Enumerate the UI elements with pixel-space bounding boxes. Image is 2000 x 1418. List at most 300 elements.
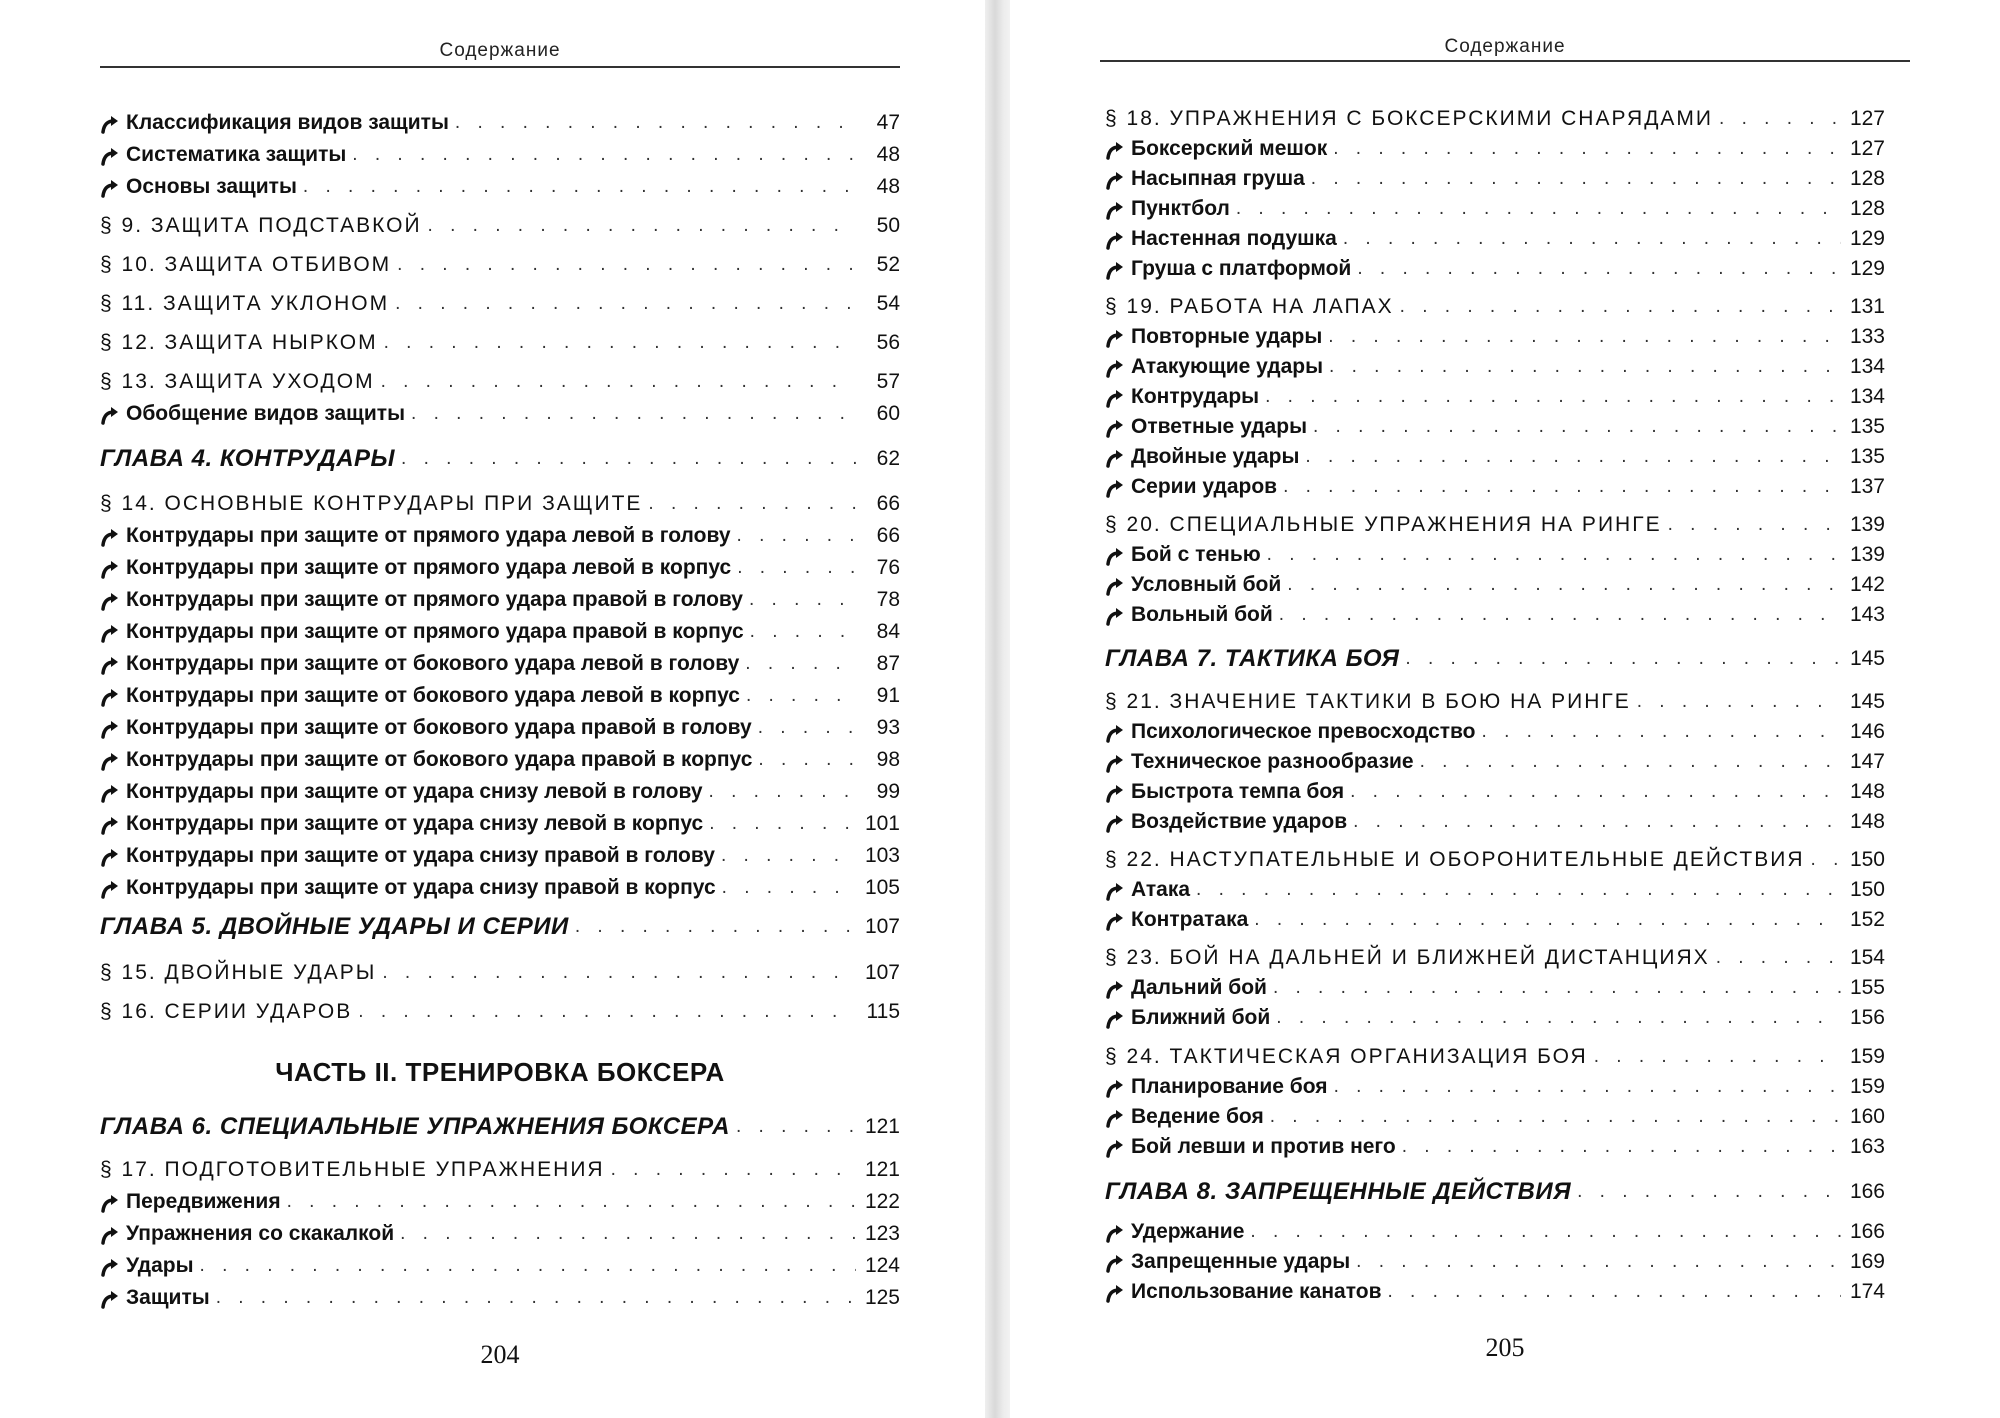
toc-entry-title: Контрудары при защите от удара снизу левой в корпус [126, 812, 704, 835]
toc-entry-title: Систематика защиты [126, 143, 347, 166]
part-title: ЧАСТЬ II. ТРЕНИРОВКА БОКСЕРА [275, 1057, 725, 1087]
toc-page-number: 137 [1849, 475, 1885, 498]
dot-leader [1273, 975, 1841, 1001]
curved-arrow-icon [1105, 546, 1125, 566]
dot-leader [397, 252, 856, 278]
toc-entry-title: § 11. ЗАЩИТА УКЛОНОМ [100, 292, 390, 315]
toc-page-number: 48 [876, 143, 900, 166]
dot-leader [358, 999, 856, 1025]
toc-entry-title: Бой левши и против него [1131, 1135, 1396, 1158]
dot-leader [384, 330, 856, 356]
toc-entry-title: ГЛАВА 4. КОНТРУДАРЫ [100, 445, 396, 472]
toc-page-number: 127 [1849, 107, 1885, 130]
toc-subitem[interactable] [100, 1249, 900, 1279]
curved-arrow-icon [1105, 260, 1125, 280]
toc-entry-title: Контратака [1131, 908, 1249, 931]
dot-leader [1402, 1134, 1841, 1160]
toc-entry-title: § 23. БОЙ НА ДАЛЬНЕЙ И БЛИЖНЕЙ ДИСТАНЦИЯХ [1105, 946, 1710, 969]
toc-entry-title: § 9. ЗАЩИТА ПОДСТАВКОЙ [100, 214, 422, 237]
dot-leader [745, 651, 856, 677]
dot-leader [721, 843, 856, 869]
toc-subitem[interactable] [1105, 1001, 1885, 1031]
dot-leader [1357, 256, 1841, 282]
toc-section[interactable] [1105, 102, 1885, 132]
curved-arrow-icon [1105, 1138, 1125, 1158]
toc-page-number: 48 [876, 175, 900, 198]
curved-arrow-icon [100, 1193, 120, 1213]
toc-subitem[interactable] [1105, 1245, 1885, 1275]
toc-subitem[interactable] [100, 679, 900, 709]
toc-subitem[interactable] [100, 397, 900, 427]
toc-entry-title: Контрудары при защите от удара снизу левой в голову [126, 780, 703, 803]
toc-section[interactable] [1105, 290, 1885, 320]
toc-entry-title: Планирование боя [1131, 1075, 1328, 1098]
curved-arrow-icon [1105, 448, 1125, 468]
toc-page-number: 135 [1849, 445, 1885, 468]
toc-subitem[interactable] [1105, 903, 1885, 933]
dot-leader [648, 491, 856, 517]
dot-leader [1387, 1279, 1841, 1305]
dot-leader [737, 555, 856, 581]
curved-arrow-icon [100, 751, 120, 771]
toc-entry-title: Защиты [126, 1286, 210, 1309]
toc-page-number: 169 [1849, 1250, 1885, 1273]
toc-entry-title: Воздействие ударов [1131, 810, 1348, 833]
toc-page-number: 60 [876, 402, 900, 425]
toc-section[interactable] [1105, 941, 1885, 971]
toc-subitem[interactable] [1105, 1275, 1885, 1305]
toc-entry-title: § 13. ЗАЩИТА УХОДОМ [100, 370, 375, 393]
toc-subitem[interactable] [1105, 568, 1885, 598]
dot-leader [455, 110, 856, 136]
dot-leader [1350, 779, 1841, 805]
toc-subitem[interactable] [1105, 1070, 1885, 1100]
toc-page-number: 101 [864, 812, 900, 835]
toc-entry-title: Обобщение видов защиты [126, 402, 406, 425]
dot-leader [1265, 384, 1841, 410]
curved-arrow-icon [1105, 723, 1125, 743]
toc-entry-title: Контрудары при защите от бокового удара левой в голову [126, 652, 740, 675]
toc-subitem[interactable] [100, 138, 900, 168]
toc-entry-title: Удары [126, 1254, 194, 1277]
dot-leader [1333, 136, 1841, 162]
dot-leader [1196, 877, 1841, 903]
dot-leader [1343, 226, 1841, 252]
toc-entry-title: Дальний бой [1131, 976, 1267, 999]
toc-entry-title: § 20. СПЕЦИАЛЬНЫЕ УПРАЖНЕНИЯ НА РИНГЕ [1105, 513, 1662, 536]
toc-subitem[interactable] [1105, 598, 1885, 628]
toc-page-number: 145 [1849, 647, 1885, 670]
toc-entry-title: Ответные удары [1131, 415, 1307, 438]
toc-chapter[interactable] [100, 910, 900, 940]
curved-arrow-icon [1105, 358, 1125, 378]
dot-leader [1577, 1179, 1841, 1205]
toc-entry-title: Техническое разнообразие [1131, 750, 1414, 773]
dot-leader [200, 1253, 856, 1279]
dot-leader [395, 291, 856, 317]
toc-chapter[interactable] [1105, 642, 1885, 672]
toc-entry-title: Передвижения [126, 1190, 281, 1213]
toc-subitem[interactable] [1105, 222, 1885, 252]
toc-page-number: 121 [864, 1115, 900, 1138]
curved-arrow-icon [100, 655, 120, 675]
toc-section[interactable] [100, 209, 900, 239]
toc-entry-title: Быстрота темпа боя [1131, 780, 1345, 803]
toc-page-number: 78 [876, 588, 900, 611]
toc-page-number: 134 [1849, 385, 1885, 408]
dot-leader [709, 811, 856, 837]
toc-entry-title: Серии ударов [1131, 475, 1278, 498]
toc-entry-title: Контрудары при защите от прямого удара правой в голову [126, 588, 743, 611]
curved-arrow-icon [1105, 979, 1125, 999]
curved-arrow-icon [1105, 753, 1125, 773]
toc-subitem[interactable] [1105, 252, 1885, 282]
dot-leader [709, 779, 856, 805]
toc-chapter[interactable] [1105, 1175, 1885, 1205]
dot-leader [758, 715, 856, 741]
curved-arrow-icon [100, 1289, 120, 1309]
toc-subitem[interactable] [1105, 192, 1885, 222]
toc-subitem[interactable] [100, 871, 900, 901]
toc-section[interactable] [100, 995, 900, 1025]
toc-subitem[interactable] [1105, 873, 1885, 903]
toc-page-number: 129 [1849, 227, 1885, 250]
toc-subitem[interactable] [1105, 715, 1885, 745]
toc-entry-title: Психологическое превосходство [1131, 720, 1476, 743]
toc-page-number: 127 [1849, 137, 1885, 160]
dot-leader [749, 587, 856, 613]
toc-entry-title: Ближний бой [1131, 1006, 1271, 1029]
toc-entry-title: Пунктбол [1131, 197, 1230, 220]
toc-subitem[interactable] [1105, 350, 1885, 380]
toc-page-number: 148 [1849, 810, 1885, 833]
curved-arrow-icon [100, 1257, 120, 1277]
toc-section[interactable] [1105, 1040, 1885, 1070]
running-header: Содержание [1444, 36, 1566, 57]
toc-page-number: 76 [876, 556, 900, 579]
dot-leader [737, 523, 856, 549]
toc-entry-title: Запрещенные удары [1131, 1250, 1351, 1273]
dot-leader [1811, 847, 1841, 873]
curved-arrow-icon [1105, 478, 1125, 498]
toc-subitem[interactable] [1105, 162, 1885, 192]
dot-leader [1637, 689, 1841, 715]
toc-entry-title: § 12. ЗАЩИТА НЫРКОМ [100, 331, 378, 354]
dot-leader [1334, 1074, 1841, 1100]
toc-subitem[interactable] [1105, 470, 1885, 500]
toc-section[interactable] [100, 326, 900, 356]
curved-arrow-icon [100, 783, 120, 803]
toc-entry-title: ГЛАВА 6. СПЕЦИАЛЬНЫЕ УПРАЖНЕНИЯ БОКСЕРА [100, 1113, 730, 1140]
curved-arrow-icon [1105, 576, 1125, 596]
curved-arrow-icon [100, 847, 120, 867]
dot-leader [722, 875, 856, 901]
toc-subitem[interactable] [100, 839, 900, 869]
toc-page-number: 142 [1849, 573, 1885, 596]
toc-page-number: 174 [1849, 1280, 1885, 1303]
toc-page-number: 52 [876, 253, 900, 276]
toc-page-number: 134 [1849, 355, 1885, 378]
toc-page-number: 103 [864, 844, 900, 867]
toc-page-number: 163 [1849, 1135, 1885, 1158]
curved-arrow-icon [100, 527, 120, 547]
toc-page-number: 62 [876, 447, 900, 470]
dot-leader [750, 619, 856, 645]
toc-entry-title: Повторные удары [1131, 325, 1323, 348]
toc-page-number: 66 [876, 492, 900, 515]
toc-entry-title: Использование канатов [1131, 1280, 1382, 1303]
toc-section[interactable] [100, 365, 900, 395]
toc-entry-title: ГЛАВА 8. ЗАПРЕЩЕННЫЕ ДЕЙСТВИЯ [1105, 1178, 1572, 1205]
toc-entry-title: Контрудары при защите от бокового удара правой в голову [126, 716, 752, 739]
toc-page-number: 105 [864, 876, 900, 899]
toc-page-number: 143 [1849, 603, 1885, 626]
toc-page-number: 139 [1849, 543, 1885, 566]
toc-subitem[interactable] [1105, 410, 1885, 440]
toc-section[interactable] [1105, 843, 1885, 873]
toc-page-number: 122 [864, 1190, 900, 1213]
toc-page-number: 87 [876, 652, 900, 675]
toc-subitem[interactable] [100, 1185, 900, 1215]
curved-arrow-icon [1105, 418, 1125, 438]
curved-arrow-icon [1105, 1108, 1125, 1128]
curved-arrow-icon [100, 559, 120, 579]
curved-arrow-icon [100, 815, 120, 835]
toc-chapter[interactable] [100, 1110, 900, 1140]
toc-subitem[interactable] [1105, 132, 1885, 162]
dot-leader [401, 446, 856, 472]
curved-arrow-icon [1105, 1009, 1125, 1029]
dot-leader [1482, 719, 1841, 745]
toc-entry-title: § 15. ДВОЙНЫЕ УДАРЫ [100, 961, 377, 984]
dot-leader [1329, 354, 1841, 380]
curved-arrow-icon [1105, 328, 1125, 348]
toc-page-number: 148 [1849, 780, 1885, 803]
dot-leader [1311, 166, 1841, 192]
dot-leader [1356, 1249, 1841, 1275]
dot-leader [611, 1157, 856, 1183]
curved-arrow-icon [100, 178, 120, 198]
curved-arrow-icon [1105, 230, 1125, 250]
toc-page-number: 147 [1849, 750, 1885, 773]
dot-leader [746, 683, 856, 709]
toc-page-number: 166 [1849, 1220, 1885, 1243]
toc-subitem[interactable] [1105, 538, 1885, 568]
toc-page-number: 54 [876, 292, 900, 315]
toc-entry-title: Контрудары при защите от прямого удара левой в корпус [126, 556, 732, 579]
toc-page-number: 84 [876, 620, 900, 643]
dot-leader [411, 401, 856, 427]
toc-subitem[interactable] [100, 1281, 900, 1311]
curved-arrow-icon [100, 719, 120, 739]
dot-leader [1313, 414, 1841, 440]
dot-leader [352, 142, 856, 168]
curved-arrow-icon [100, 405, 120, 425]
dot-leader [303, 174, 856, 200]
dot-leader [382, 960, 856, 986]
dot-leader [1719, 106, 1841, 132]
toc-entry-title: § 17. ПОДГОТОВИТЕЛЬНЫЕ УПРАЖНЕНИЯ [100, 1158, 605, 1181]
toc-page-number: 155 [1849, 976, 1885, 999]
toc-entry-title: Контрудары при защите от прямого удара левой в голову [126, 524, 731, 547]
toc-page-number: 135 [1849, 415, 1885, 438]
toc-subitem[interactable] [100, 647, 900, 677]
toc-page-number: 57 [876, 370, 900, 393]
toc-entry-title: Настенная подушка [1131, 227, 1337, 250]
curved-arrow-icon [1105, 606, 1125, 626]
dot-leader [400, 1221, 856, 1247]
toc-section[interactable] [100, 487, 900, 517]
curved-arrow-icon [1105, 200, 1125, 220]
dot-leader [1287, 572, 1841, 598]
curved-arrow-icon [1105, 783, 1125, 803]
toc-subitem[interactable] [100, 615, 900, 645]
toc-subitem[interactable] [1105, 971, 1885, 1001]
page-number: 205 [1485, 1333, 1525, 1362]
page-number: 204 [480, 1340, 520, 1369]
toc-page-number: 125 [864, 1286, 900, 1309]
toc-entry-title: Основы защиты [126, 175, 297, 198]
toc-subitem[interactable] [1105, 745, 1885, 775]
toc-subitem[interactable] [100, 775, 900, 805]
toc-subitem[interactable] [100, 170, 900, 200]
toc-entry-title: Контрудары при защите от удара снизу правой в голову [126, 844, 715, 867]
dot-leader [1250, 1219, 1841, 1245]
toc-page-number: 159 [1849, 1045, 1885, 1068]
toc-entry-title: Условный бой [1131, 573, 1282, 596]
toc-page-number: 107 [864, 961, 900, 984]
toc-subitem[interactable] [1105, 775, 1885, 805]
toc-page-number: 128 [1849, 197, 1885, 220]
toc-subitem[interactable] [1105, 1215, 1885, 1245]
toc-page-number: 66 [876, 524, 900, 547]
toc-entry-title: Вольный бой [1131, 603, 1273, 626]
toc-subitem[interactable] [100, 711, 900, 741]
toc-subitem[interactable] [1105, 1100, 1885, 1130]
dot-leader [428, 213, 856, 239]
toc-page-number: 93 [876, 716, 900, 739]
toc-section[interactable] [100, 287, 900, 317]
toc-page-number: 152 [1849, 908, 1885, 931]
curved-arrow-icon [1105, 140, 1125, 160]
toc-entry-title: Контрудары при защите от бокового удара правой в корпус [126, 748, 753, 771]
curved-arrow-icon [1105, 388, 1125, 408]
toc-page-number: 99 [876, 780, 900, 803]
toc-entry-title: ГЛАВА 7. ТАКТИКА БОЯ [1105, 645, 1400, 672]
toc-subitem[interactable] [100, 106, 900, 136]
toc-entry-title: § 21. ЗНАЧЕНИЕ ТАКТИКИ В БОЮ НА РИНГЕ [1105, 690, 1631, 713]
toc-page-number: 121 [864, 1158, 900, 1181]
dot-leader [1594, 1044, 1841, 1070]
dot-leader [1283, 474, 1841, 500]
toc-entry-title: Атака [1131, 878, 1191, 901]
dot-leader [1267, 542, 1841, 568]
toc-subitem[interactable] [100, 519, 900, 549]
toc-section[interactable] [100, 956, 900, 986]
toc-entry-title: Ведение боя [1131, 1105, 1264, 1128]
dot-leader [1236, 196, 1841, 222]
table-of-contents [100, 0, 900, 1340]
toc-subitem[interactable] [1105, 805, 1885, 835]
toc-page-number: 50 [876, 214, 900, 237]
toc-subitem[interactable] [100, 807, 900, 837]
left-page [0, 0, 985, 1418]
curved-arrow-icon [1105, 1253, 1125, 1273]
toc-entry-title: § 16. СЕРИИ УДАРОВ [100, 1000, 353, 1023]
toc-page-number: 123 [864, 1222, 900, 1245]
toc-subitem[interactable] [100, 551, 900, 581]
toc-page-number: 150 [1849, 878, 1885, 901]
toc-chapter[interactable] [100, 442, 900, 472]
toc-subitem[interactable] [1105, 380, 1885, 410]
right-page [1010, 0, 2000, 1418]
dot-leader [216, 1285, 856, 1311]
dot-leader [1400, 294, 1841, 320]
toc-page-number: 146 [1849, 720, 1885, 743]
toc-page-number: 131 [1849, 295, 1885, 318]
dot-leader [381, 369, 856, 395]
curved-arrow-icon [100, 623, 120, 643]
toc-page-number: 150 [1849, 848, 1885, 871]
toc-entry-title: Двойные удары [1131, 445, 1300, 468]
toc-page-number: 166 [1849, 1180, 1885, 1203]
toc-page-number: 56 [876, 331, 900, 354]
toc-entry-title: Контрудары [1131, 385, 1260, 408]
toc-section[interactable] [100, 1153, 900, 1183]
toc-subitem[interactable] [100, 1217, 900, 1247]
curved-arrow-icon [1105, 1283, 1125, 1303]
dot-leader [758, 747, 856, 773]
curved-arrow-icon [100, 114, 120, 134]
dot-leader [1716, 945, 1841, 971]
dot-leader [575, 914, 856, 940]
dot-leader [287, 1189, 856, 1215]
toc-page-number: 129 [1849, 257, 1885, 280]
toc-entry-title: § 10. ЗАЩИТА ОТБИВОМ [100, 253, 392, 276]
toc-page-number: 139 [1849, 513, 1885, 536]
curved-arrow-icon [100, 1225, 120, 1245]
toc-subitem[interactable] [1105, 1130, 1885, 1160]
toc-subitem[interactable] [100, 743, 900, 773]
toc-page-number: 156 [1849, 1006, 1885, 1029]
toc-page-number: 47 [876, 111, 900, 134]
curved-arrow-icon [100, 146, 120, 166]
toc-page-number: 98 [876, 748, 900, 771]
toc-subitem[interactable] [1105, 440, 1885, 470]
toc-section[interactable] [1105, 685, 1885, 715]
curved-arrow-icon [1105, 1078, 1125, 1098]
toc-entry-title: Контрудары при защите от прямого удара правой в корпус [126, 620, 744, 643]
dot-leader [1276, 1005, 1841, 1031]
toc-page-number: 115 [866, 1000, 900, 1023]
dot-leader [1305, 444, 1841, 470]
toc-subitem[interactable] [1105, 320, 1885, 350]
toc-entry-title: Упражнения со скакалкой [126, 1222, 395, 1245]
toc-entry-title: Атакующие удары [1131, 355, 1324, 378]
toc-section[interactable] [100, 248, 900, 278]
toc-page-number: 128 [1849, 167, 1885, 190]
dot-leader [1270, 1104, 1841, 1130]
curved-arrow-icon [100, 591, 120, 611]
toc-entry-title: Классификация видов защиты [126, 111, 449, 134]
toc-entry-title: § 18. УПРАЖНЕНИЯ С БОКСЕРСКИМИ СНАРЯДАМИ [1105, 107, 1714, 130]
curved-arrow-icon [100, 687, 120, 707]
toc-subitem[interactable] [100, 583, 900, 613]
toc-page-number: 160 [1849, 1105, 1885, 1128]
dot-leader [1420, 749, 1841, 775]
toc-section[interactable] [1105, 508, 1885, 538]
curved-arrow-icon [1105, 170, 1125, 190]
